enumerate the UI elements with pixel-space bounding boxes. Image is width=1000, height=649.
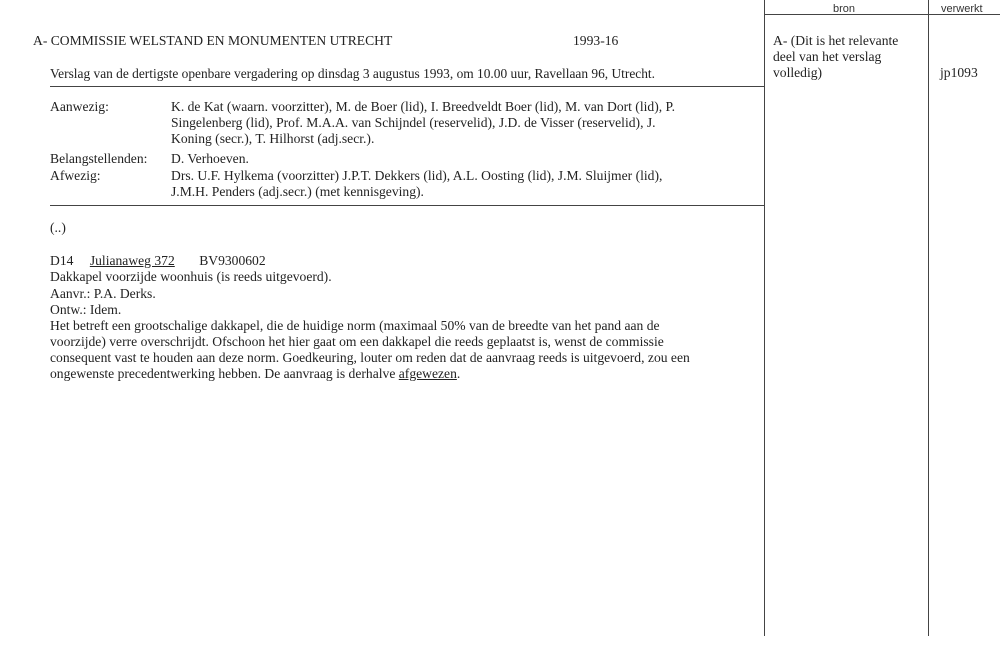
item-designer: Ontw.: Idem. xyxy=(50,302,122,317)
item-body-line: consequent vast te houden aan deze norm. Goedkeuring, louter om reden dat de aanvraag reeds is uitgevoerd, zou een xyxy=(50,350,690,365)
attendance-line: K. de Kat (waarn. voorzitter), M. de Boer (lid), I. Breedveldt Boer (lid), M. van Dort (lid), P. xyxy=(171,99,675,114)
margin-bron-line: A- (Dit is het relevante xyxy=(773,33,899,48)
item-reference: BV9300602 xyxy=(199,253,266,268)
item-body-line: voorzijde) verre overschrijdt. Ofschoon het hier gaat om een dakkapel die reeds geplaatst is, wenst de commissie xyxy=(50,334,664,349)
margin-verwerkt-code: jp1093 xyxy=(940,65,978,80)
margin-header-bron: bron xyxy=(833,3,856,15)
attendance-line: Drs. U.F. Hylkema (voorzitter) J.P.T. Dekkers (lid), A.L. Oosting (lid), J.M. Sluijmer (lid), xyxy=(171,168,663,183)
item-applicant: Aanvr.: P.A. Derks. xyxy=(50,286,156,301)
attendance-rule xyxy=(50,205,764,206)
attendance-label: Aanwezig: xyxy=(50,99,109,114)
document-number: 1993-16 xyxy=(573,33,619,48)
margin-header-verwerkt: verwerkt xyxy=(941,3,983,15)
attendance-names xyxy=(171,99,761,147)
item-body-line xyxy=(50,366,762,382)
margin-divider-right xyxy=(928,0,929,636)
attendance-line: Koning (secr.), T. Hilhorst (adj.secr.). xyxy=(171,131,375,146)
item-heading xyxy=(50,253,266,269)
item-body-text: ongewenste precedentwerking hebben. De aanvraag is derhalve xyxy=(50,366,399,381)
attendance-label: Afwezig: xyxy=(50,168,101,183)
margin-divider-left xyxy=(764,0,765,636)
attendance-line: D. Verhoeven. xyxy=(171,151,249,166)
subtitle-rule xyxy=(50,86,764,87)
attendance-label: Belangstellenden: xyxy=(50,151,148,166)
document-title: A- COMMISSIE WELSTAND EN MONUMENTEN UTRECHT xyxy=(33,33,393,48)
item-address: Julianaweg 372 xyxy=(89,253,175,268)
attendance-line: J.M.H. Penders (adj.secr.) (met kennisgeving). xyxy=(171,184,424,199)
attendance-line: Singelenberg (lid), Prof. M.A.A. van Schijndel (reservelid), J.D. de Visser (reservelid), J. xyxy=(171,115,656,130)
attendance-names xyxy=(171,151,761,167)
margin-bron-line: deel van het verslag xyxy=(773,49,882,64)
item-decision: afgewezen xyxy=(398,366,457,381)
omission-marker: (..) xyxy=(50,220,66,235)
item-body-text: . xyxy=(456,366,461,381)
item-description: Dakkapel voorzijde woonhuis (is reeds uitgevoerd). xyxy=(50,269,332,284)
margin-bron-note xyxy=(773,33,923,81)
item-code: D14 xyxy=(50,253,74,268)
attendance-names xyxy=(171,168,761,200)
margin-bron-line: volledig) xyxy=(773,65,823,80)
item-body xyxy=(50,318,762,382)
document-subtitle: Verslag van de dertigste openbare vergadering op dinsdag 3 augustus 1993, om 10.00 uur, Ravellaan 96, Utrecht. xyxy=(50,66,655,81)
item-body-line: Het betreft een grootschalige dakkapel, die de huidige norm (maximaal 50% van de breedte van het pand aan de xyxy=(50,318,660,333)
